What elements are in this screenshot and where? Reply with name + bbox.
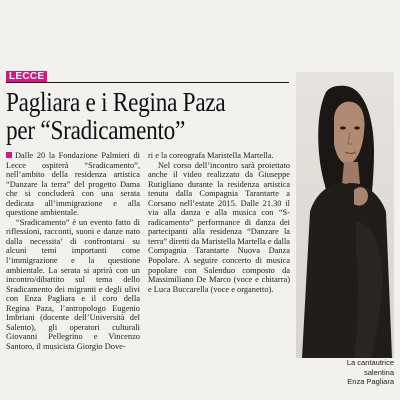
portrait-photo — [296, 72, 394, 358]
photo-caption — [296, 358, 394, 387]
caption-line-3: Enza Pagliara — [347, 377, 394, 386]
bullet-marker — [6, 152, 12, 158]
portrait-illustration — [296, 72, 394, 358]
article-paragraph: “Sradicamento” è un evento fatto di riflessioni, racconti, suoni e danze nato dalla necessita’ di confrontarsi su alcuni temi importanti come l’immigrazione e la questione ambientale. La serata si aprirà con un incontro/dibattito sul tema dello Sradicamento dei migranti e degli ulivi con Enza Pagliara e il coro della Regina Paza, l’antropologo Eugenio Imbriani (docente dell’Università del Salento), gli operatori culturali Giovanni Pellegrino e Vincenzo Santoro, il musicista Giorgio Dove- — [6, 217, 140, 351]
article-paragraph: ri e la coreografa Maristella Martella. — [148, 151, 274, 160]
article-column-2 — [148, 151, 290, 294]
article-lead-text: Dalle 20 la Fondazione Palmieri di Lecce ospiterà “Sradicamento”, nell’ambito della residenza artistica “Danzare la terra” del progetto Dama che si concluderà con una serata dedicata all’immigrazione e alla questione ambientale. — [6, 151, 140, 218]
article-column-1 — [6, 151, 140, 351]
caption-line-2: salentina — [363, 367, 394, 377]
headline — [6, 88, 255, 144]
headline-line-2: per “Sradicamento” — [6, 115, 186, 145]
article-paragraph — [6, 151, 140, 218]
section-rule — [6, 82, 289, 83]
section-tag: LECCE — [6, 71, 47, 82]
caption-line-1: La cantautrice — [346, 358, 394, 367]
headline-line-1: Pagliara e i Regina Paza — [6, 87, 226, 117]
article-paragraph: Nel corso dell’incontro sarà proiettato anche il video realizzato da Giuseppe Rutigliano durante la residenza artistica tenuta dalla Compagnia Tarantarte a Corsano nell’estate 2015. Dalle 21.30 il via alla danza e alla musica con “S-radicamento” performance di danza dei partecipanti alla residenza “Danzare la terra” diretti da Maristella Martella e dalla Compagnia Tarantarte Nuova Danza Popolare. A seguire concerto di musica popolare con Salenduo composto da Massimiliano De Marco (voce e chitarra) e Luca Buccarella (voce e organetto). — [148, 160, 290, 294]
